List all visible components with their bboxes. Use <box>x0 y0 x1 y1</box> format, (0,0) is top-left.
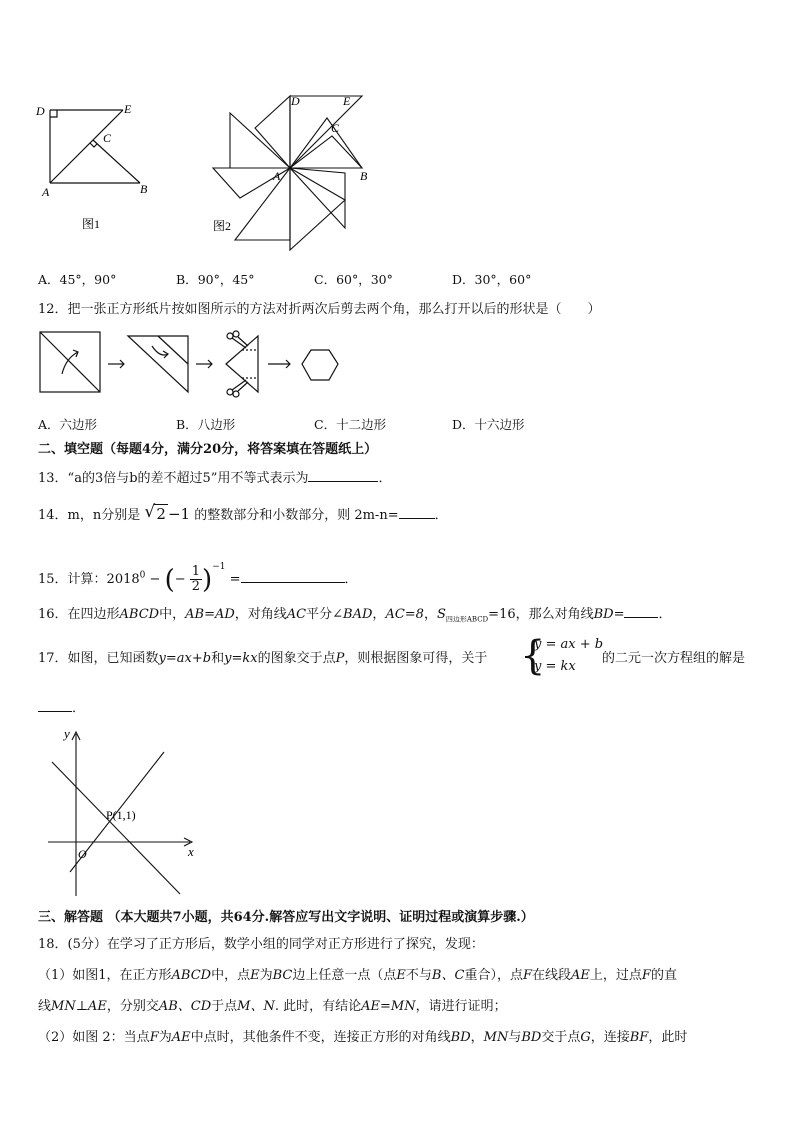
q15-fraction: $\frac{1}{2}$ <box>191 564 201 594</box>
q11-option-a: A．45°，90° <box>38 272 117 287</box>
q11-option-c: C．60°，30° <box>314 272 393 287</box>
fig1-caption: 图1 <box>82 217 101 231</box>
q11-option-b: B．90°，45° <box>176 272 255 287</box>
fig1-label-B: B <box>140 182 148 196</box>
q12-option-a: A．六边形 <box>38 417 98 432</box>
section-2-title: 二、填空题（每题4分，满分20分，将答案填在答题纸上） <box>38 442 378 457</box>
q17-graph <box>40 724 210 900</box>
q12-option-b: B．八边形 <box>176 417 236 432</box>
graph-y-label: y <box>64 726 70 741</box>
q12-option-d: D．十六边形 <box>452 417 525 432</box>
fig1-label-A: A <box>42 185 50 199</box>
fig2-label-C: C <box>331 121 340 135</box>
fig2-label-B: B <box>360 169 368 183</box>
q18-part1-line2: 线MN⊥AE，分别交AB、CD于点M、N. 此时，有结论AE=MN，请进行证明； <box>38 999 507 1014</box>
graph-point-p: P(1,1) <box>106 808 136 822</box>
q13-answer-blank[interactable] <box>308 468 378 482</box>
q17-answer-blank[interactable] <box>38 698 72 712</box>
q17-answer: ． <box>38 698 85 718</box>
fig1-label-C: C <box>103 131 112 145</box>
q13: 13．“a的3倍与b的差不超过5”用不等式表示为 ． <box>38 468 391 488</box>
q17-tail: 的二元一次方程组的解是 <box>602 651 746 666</box>
q16: 16．在四边形ABCD中，AB=AD，对角线AC平分∠BAD，AC=8，$S_{四边形ABCD}=16$，那么对角线BD= ． <box>38 604 672 629</box>
fig2-label-E: E <box>343 94 351 108</box>
q14-radical: √ 2 <box>144 502 166 523</box>
graph-origin: O <box>78 847 87 861</box>
q17: 17．如图，已知函数y=ax+b和y=kx的图象交于点P，则根据图象可得，关于 <box>38 651 488 666</box>
figure-1 <box>30 95 160 235</box>
section-3-title: 三、解答题 （本大题共7小题，共64分.解答应写出文字说明、证明过程或演算步骤.） <box>38 910 534 925</box>
q15: 15．计算：2018$^0$ − (− $\frac{1}{2}$ )$^{-1}$ = ． <box>38 562 358 595</box>
fig1-label-D: D <box>36 104 45 118</box>
fig1-label-E: E <box>124 102 132 116</box>
q15-answer-blank[interactable] <box>241 569 345 583</box>
graph-x-label: x <box>188 844 194 859</box>
q18-intro: 18．(5分）在学习了正方形后，数学小组的同学对正方形进行了探究，发现： <box>38 937 484 952</box>
q11-option-d: D．30°，60° <box>452 272 532 287</box>
q12-stem: 12．把一张正方形纸片按如图所示的方法对折两次后剪去两个角，那么打开以后的形状是（ ） <box>38 302 601 317</box>
q14-answer-blank[interactable] <box>399 505 435 519</box>
fig2-caption: 图2 <box>213 219 232 233</box>
q12-folding-figure <box>36 328 346 400</box>
q12-option-c: C．十二边形 <box>314 417 387 432</box>
q14: 14．m，n分别是 √ 2 −1 的整数部分和小数部分，则 2m-n= ． <box>38 502 448 523</box>
q18-part1-line1: （1）如图1，在正方形ABCD中，点E为BC边上任意一点（点E不与B、C重合），点F在线段AE上，过点F的直 <box>38 968 677 983</box>
line-ax-b <box>52 762 180 894</box>
q18-part2-line1: （2）如图 2：当点F为AE中点时，其他条件不变，连接正方形的对角线BD，MN与BD交于点G，连接BF，此时 <box>38 1030 688 1045</box>
q16-answer-blank[interactable] <box>624 604 658 618</box>
fig2-label-A: A <box>273 169 281 183</box>
fig2-label-D: D <box>291 94 300 108</box>
figure-2 <box>205 88 385 258</box>
